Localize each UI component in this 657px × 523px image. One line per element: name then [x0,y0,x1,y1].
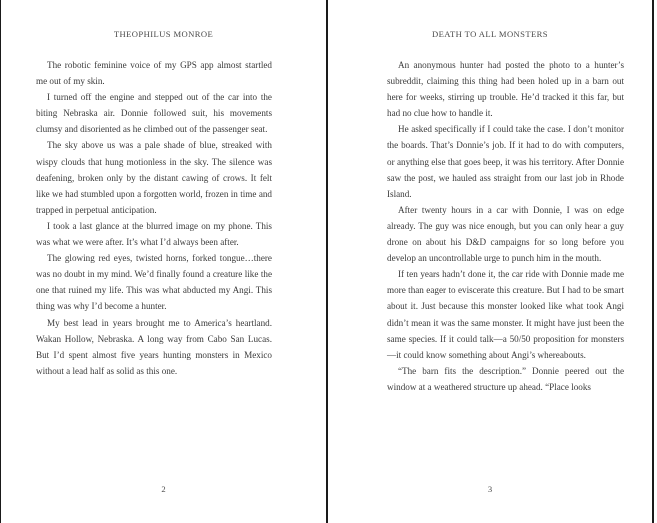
left-page-text [36,57,272,379]
paragraph: I turned off the engine and stepped out of the car into the biting Nebraska air. Donnie followed suit, his movements clumsy and disoriented as he climbed out of the passenger seat. [36,92,272,135]
paragraph: My best lead in years brought me to America’s heartland. Wakan Hollow, Nebraska. A long way from Cabo San Lucas. But I’d spent almost five years hunting monsters in Mexico without a lead half as solid as this one. [36,317,272,376]
left-running-head: THEOPHILUS MONROE [113,29,214,39]
paragraph: The glowing red eyes, twisted horns, forked tongue…there was no doubt in my mind. We’d finally found a creature like the one that ruined my life. This was what abducted my Angi. This thing was why I’d become a hunter. [36,253,272,312]
paragraph: “The barn fits the description.” Donnie peered out the window at a weathered structure up ahead. “Place looks [387,365,624,392]
right-page-text [387,57,624,395]
paragraph: An anonymous hunter had posted the photo to a hunter’s subreddit, claiming this thing had been holed up in a barn out here for weeks, stirring up trouble. He’d tracked it this far, but had no clue how to handle it. [387,60,624,119]
paragraph: He asked specifically if I could take the case. I don’t monitor the boards. That’s Donnie’s job. If it had to do with computers, or anything else that goes beep, it was his territory. After Donnie saw the post, we hauled ass straight from our last job in Rhode Island. [387,124,624,199]
paragraph: After twenty hours in a car with Donnie, I was on edge already. The guy was nice enough, but you can only hear a guy drone on about his D&D campaigns for so long before you develop an uncontrollable urge to punch him in the mouth. [387,204,624,264]
right-page-number: 3 [487,484,493,494]
paragraph: The robotic feminine voice of my GPS app almost startled me out of my skin. [36,60,272,87]
paragraph: I took a last glance at the blurred image on my phone. This was what we were after. It’s what I’d always been after. [36,220,272,248]
left-page [0,0,327,523]
paragraph: If ten years hadn’t done it, the car ride with Donnie made me more than eager to eviscerate this creature. But I had to be smart about it. Just because this monster looked like what took Angi didn’t mean it was the same monster. It might have just been the same species. If it could talk—a 50/50 proposition for monsters—it could know something about Angi’s whereabouts. [387,269,624,360]
paragraph: The sky above us was a pale shade of blue, streaked with wispy clouds that hung motionless in the sky. The silence was deafening, broken only by the distant cawing of crows. It felt like we had stumbled upon a forgotten world, frozen in time and trapped in perpetual anticipation. [36,140,272,215]
left-page-number: 2 [161,484,166,494]
right-running-head: DEATH TO ALL MONSTERS [432,29,548,39]
right-page [327,0,654,523]
